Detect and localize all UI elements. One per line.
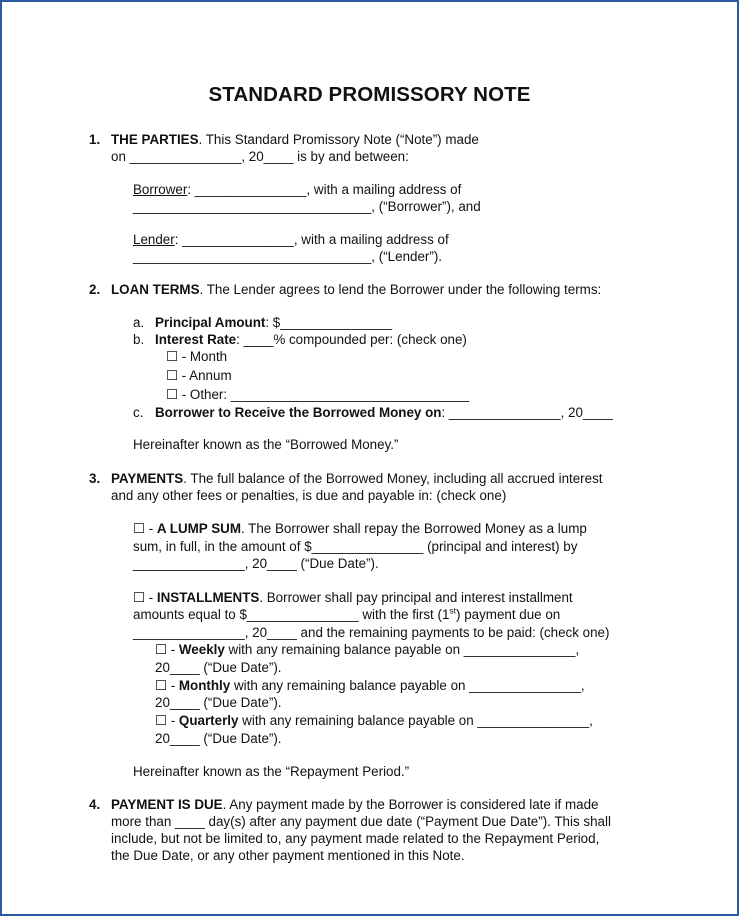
weekly-line-2: 20____ (“Due Date”). (155, 660, 282, 675)
section-2-number: 2. (89, 282, 101, 297)
installments-line-1 (133, 589, 573, 606)
borrower-line-2: ________________________________, (“Borrower”), and (133, 199, 481, 214)
ordinal-superscript: st (449, 605, 457, 616)
borrower-text: : _______________, with a mailing address of (187, 182, 462, 197)
installments-line-3: _______________, 20____ and the remaining payments to be paid: (check one) (133, 625, 610, 640)
interest-rate-label: Interest Rate (155, 332, 237, 347)
monthly-line-1 (155, 677, 585, 694)
section-4-number: 4. (89, 797, 101, 812)
principal-amount-line (155, 314, 392, 331)
section-4-line-4: the Due Date, or any other payment mentioned in this Note. (111, 848, 465, 863)
quarterly-label: Quarterly (178, 713, 239, 728)
item-b-marker: b. (133, 332, 145, 347)
lump-sum-text: . The Borrower shall repay the Borrowed Money as a lump (240, 521, 587, 536)
receive-date-text: : _______________, 20____ (441, 405, 613, 420)
section-2-text: . The Lender agrees to lend the Borrower under the following terms: (199, 282, 602, 297)
option-other: ☐ - Other: ________________________________ (166, 387, 470, 402)
monthly-checkbox: ☐ - (155, 678, 179, 693)
monthly-label: Monthly (178, 678, 231, 693)
weekly-text: with any remaining balance payable on _______________, (224, 642, 580, 657)
receive-date-line (155, 404, 613, 421)
receive-date-label: Borrower to Receive the Borrowed Money on (155, 405, 442, 420)
lender-line-2: ________________________________, (“Lender”). (133, 249, 443, 264)
lump-sum-line-2: sum, in full, in the amount of $_______________ (principal and interest) by (133, 539, 578, 554)
section-3-heading: PAYMENTS (111, 471, 184, 486)
principal-amount-label: Principal Amount (155, 315, 266, 330)
section-2-line-1 (111, 281, 601, 298)
installments-text-2a: amounts equal to $_______________ with the first (1 (133, 607, 450, 622)
weekly-line-1 (155, 641, 579, 658)
interest-rate-line (155, 331, 467, 348)
section-4-text: . Any payment made by the Borrower is considered late if made (222, 797, 599, 812)
monthly-line-2: 20____ (“Due Date”). (155, 695, 282, 710)
section-4-line-3: include, but not be limited to, any payment made related to the Repayment Period, (111, 831, 600, 846)
section-3-line-1 (111, 470, 603, 487)
quarterly-line-1 (155, 712, 593, 729)
borrower-label: Borrower (133, 182, 188, 197)
lender-line-1 (133, 231, 449, 248)
section-3-text: . The full balance of the Borrowed Money, including all accrued interest (183, 471, 603, 486)
option-month: ☐ - Month (166, 349, 228, 364)
lump-sum-line-1 (133, 520, 587, 537)
section-4-line-1 (111, 796, 598, 813)
installments-checkbox: ☐ - (133, 590, 157, 605)
lump-sum-checkbox: ☐ - (133, 521, 157, 536)
borrower-line-1 (133, 181, 461, 198)
section-2-heading: LOAN TERMS (111, 282, 200, 297)
section-3-number: 3. (89, 471, 101, 486)
installments-label: INSTALLMENTS (156, 590, 260, 605)
borrowed-money-note: Hereinafter known as the “Borrowed Money.” (133, 437, 399, 452)
section-4-heading: PAYMENT IS DUE (111, 797, 223, 812)
section-1-number: 1. (89, 132, 101, 147)
document-title: STANDARD PROMISSORY NOTE (208, 83, 531, 106)
section-1-line-2: on _______________, 20____ is by and between: (111, 149, 409, 164)
lump-sum-line-3: _______________, 20____ (“Due Date”). (133, 556, 379, 571)
repayment-period-note: Hereinafter known as the “Repayment Period.” (133, 764, 410, 779)
lump-sum-label: A LUMP SUM (156, 521, 241, 536)
lender-label: Lender (133, 232, 175, 247)
section-1-line-1 (111, 131, 479, 148)
option-annum: ☐ - Annum (166, 368, 232, 383)
quarterly-text: with any remaining balance payable on _______________, (238, 713, 593, 728)
quarterly-checkbox: ☐ - (155, 713, 179, 728)
installments-text: . Borrower shall pay principal and interest installment (259, 590, 573, 605)
interest-rate-text: : ____% compounded per: (check one) (236, 332, 467, 347)
quarterly-line-2: 20____ (“Due Date”). (155, 731, 282, 746)
monthly-text: with any remaining balance payable on _______________, (230, 678, 585, 693)
installments-line-2 (133, 606, 560, 623)
lender-text: : _______________, with a mailing address of (174, 232, 449, 247)
section-1-heading: THE PARTIES (111, 132, 199, 147)
principal-amount-text: : $_______________ (265, 315, 392, 330)
section-3-line-2: and any other fees or penalties, is due and payable in: (check one) (111, 488, 507, 503)
installments-text-2b: ) payment due on (456, 607, 561, 622)
weekly-label: Weekly (178, 642, 225, 657)
item-a-marker: a. (133, 315, 145, 330)
item-c-marker: c. (133, 405, 144, 420)
section-1-text: . This Standard Promissory Note (“Note”) made (198, 132, 479, 147)
section-4-line-2: more than ____ day(s) after any payment due date (“Payment Due Date”). This shall (111, 814, 611, 829)
weekly-checkbox: ☐ - (155, 642, 179, 657)
